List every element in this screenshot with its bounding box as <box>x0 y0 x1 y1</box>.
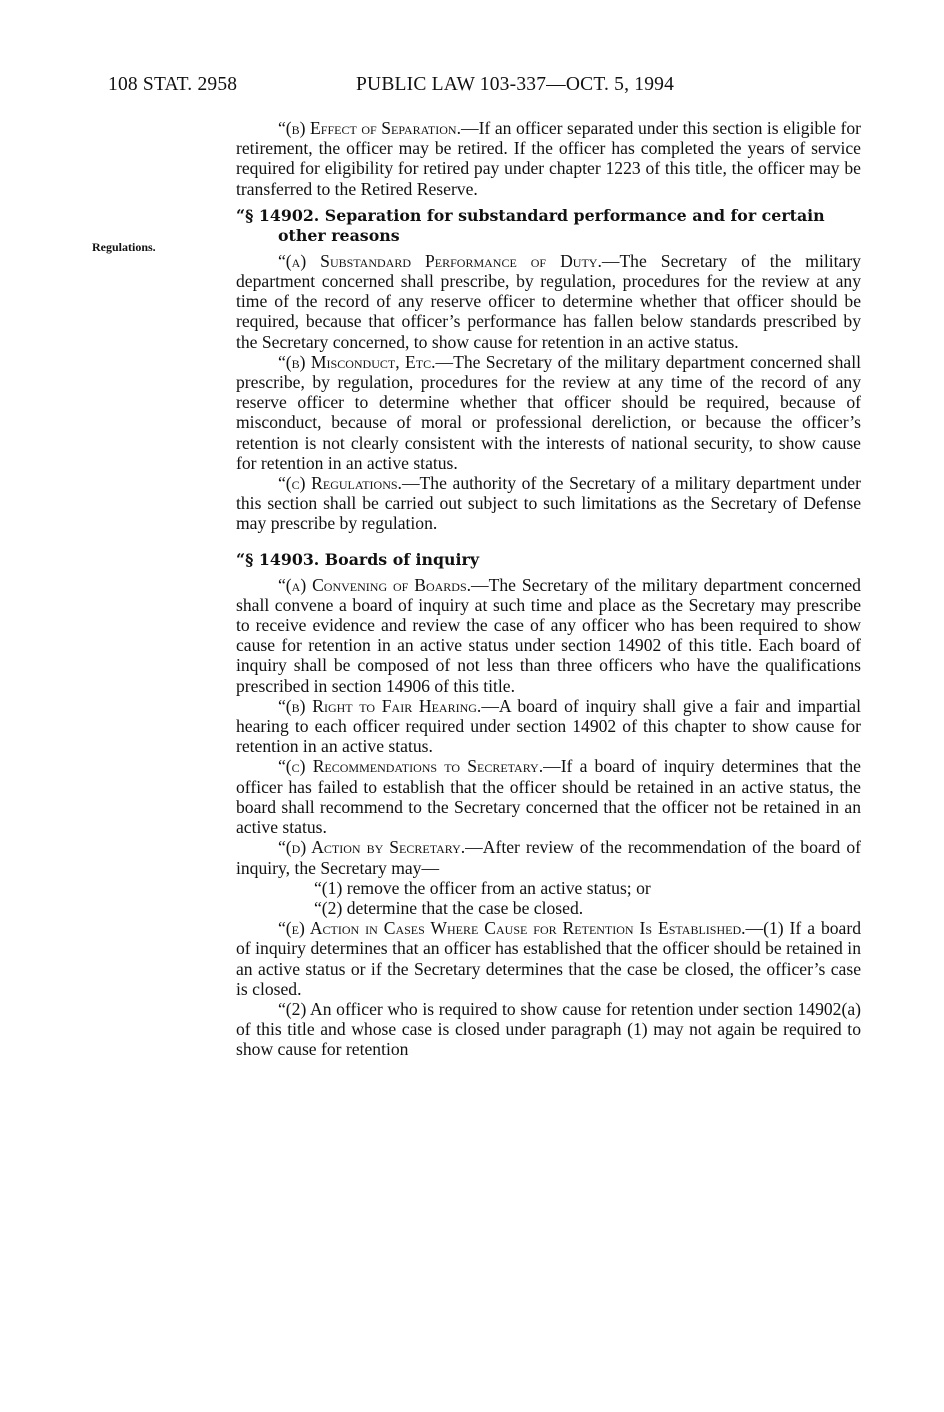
statute-body <box>236 118 861 1060</box>
section-14903-title: “§ 14903. Boards of inquiry <box>236 549 480 569</box>
subsection-convening-of-boards <box>236 575 861 696</box>
subsection-heading: “(e) Action in Cases Where Cause for Retention Is Established. <box>278 918 746 939</box>
subsection-text: —(1) If a board of inquiry determines that an officer has established that the officer should be retained in an active status or if the Secretary determines that the case be closed, the officer’s case is closed. <box>236 918 862 999</box>
section-14902-title: “§ 14902. Separation for substandard performance and for certain other reasons <box>236 205 825 245</box>
subsection-right-to-fair-hearing <box>236 696 861 757</box>
margin-note-regulations: Regulations. <box>92 240 156 254</box>
statute-page-number: 108 STAT. 2958 <box>108 74 238 95</box>
public-law-citation: PUBLIC LAW 103-337—OCT. 5, 1994 <box>356 74 675 95</box>
subsection-text: —If an officer separated under this section is eligible for retirement, the officer may be retired. If the officer has completed the years of service required for eligibility for retired pay under chapter 1223 of this title, the officer may be transferred to the Retired Reserve. <box>236 118 861 199</box>
subsection-text: —A board of inquiry shall give a fair and impartial hearing to each officer required under section 14902 of this chapter to show cause for retention in an active status. <box>236 695 861 757</box>
subsection-heading: “(a) Convening of Boards. <box>278 574 472 595</box>
subsection-text: —After review of the recommendation of the board of inquiry, the Secretary may— <box>236 837 861 878</box>
subsection-heading: “(d) Action by Secretary. <box>278 837 466 858</box>
subsection-misconduct <box>236 352 861 473</box>
subsection-text: —The Secretary of the military department concerned shall convene a board of inquiry at such time and place as the Secretary may prescribe to receive evidence and review the case of any officer who has been required to show cause for retention in an active status under section 14902 of this title. Each board of inquiry shall be composed of not less than three officers who have the qualifications prescribed in section 14906 of this title. <box>236 574 861 696</box>
subsection-heading: “(b) Right to Fair Hearing. <box>278 695 482 716</box>
subsection-text: —The Secretary of the military department concerned shall prescribe, by regulation, procedures for the review at any time of the record of any reserve officer to determine whether that officer should be required, because that officer’s performance has fallen below standards prescribed by the Secretary concerned, to show cause for retention in an active status. <box>236 250 861 352</box>
subsection-heading: “(b) Misconduct, Etc. <box>278 351 436 372</box>
subsection-text: —If a board of inquiry determines that the officer has failed to establish that the officer should be retained in an active status, the board shall recommend to the Secretary concerned that the officer not be retained in an active status. <box>236 756 861 838</box>
paragraph-2-not-again-required: “(2) An officer who is required to show cause for retention under section 14902(a) of this title and whose case is closed under paragraph (1) may not again be required to show cause for retention <box>236 998 861 1060</box>
subsection-heading: “(a) Substandard Performance of Duty. <box>278 250 602 271</box>
paragraph-2-case-closed: “(2) determine that the case be closed. <box>314 897 584 918</box>
paragraph-1-remove-officer: “(1) remove the officer from an active status; or <box>314 877 651 898</box>
subsection-action-by-secretary <box>236 837 861 877</box>
subsection-heading: “(b) Effect of Separation. <box>278 118 461 138</box>
subsection-cause-established <box>236 918 861 999</box>
subsection-substandard-performance <box>236 251 861 352</box>
subsection-heading: “(c) Recommendations to Secretary. <box>278 756 544 777</box>
subsection-text: —The authority of the Secretary of a military department under this section shall be carried out subject to such limitations as the Secretary of Defense may prescribe by regulation. <box>236 473 861 534</box>
subsection-effect-of-separation <box>236 118 861 199</box>
subsection-recommendations <box>236 756 861 837</box>
subsection-text: —The Secretary of the military department concerned shall prescribe, by regulation, procedures for the review at any time of the record of any reserve officer to determine whether that officer should be required, because of misconduct, because of moral or professional dereliction, or because the officer’s retention is not clearly consistent with the interests of national security, to show cause for retention in an active status. <box>236 351 861 473</box>
subsection-regulations <box>236 473 861 534</box>
subsection-heading: “(c) Regulations. <box>278 473 402 494</box>
